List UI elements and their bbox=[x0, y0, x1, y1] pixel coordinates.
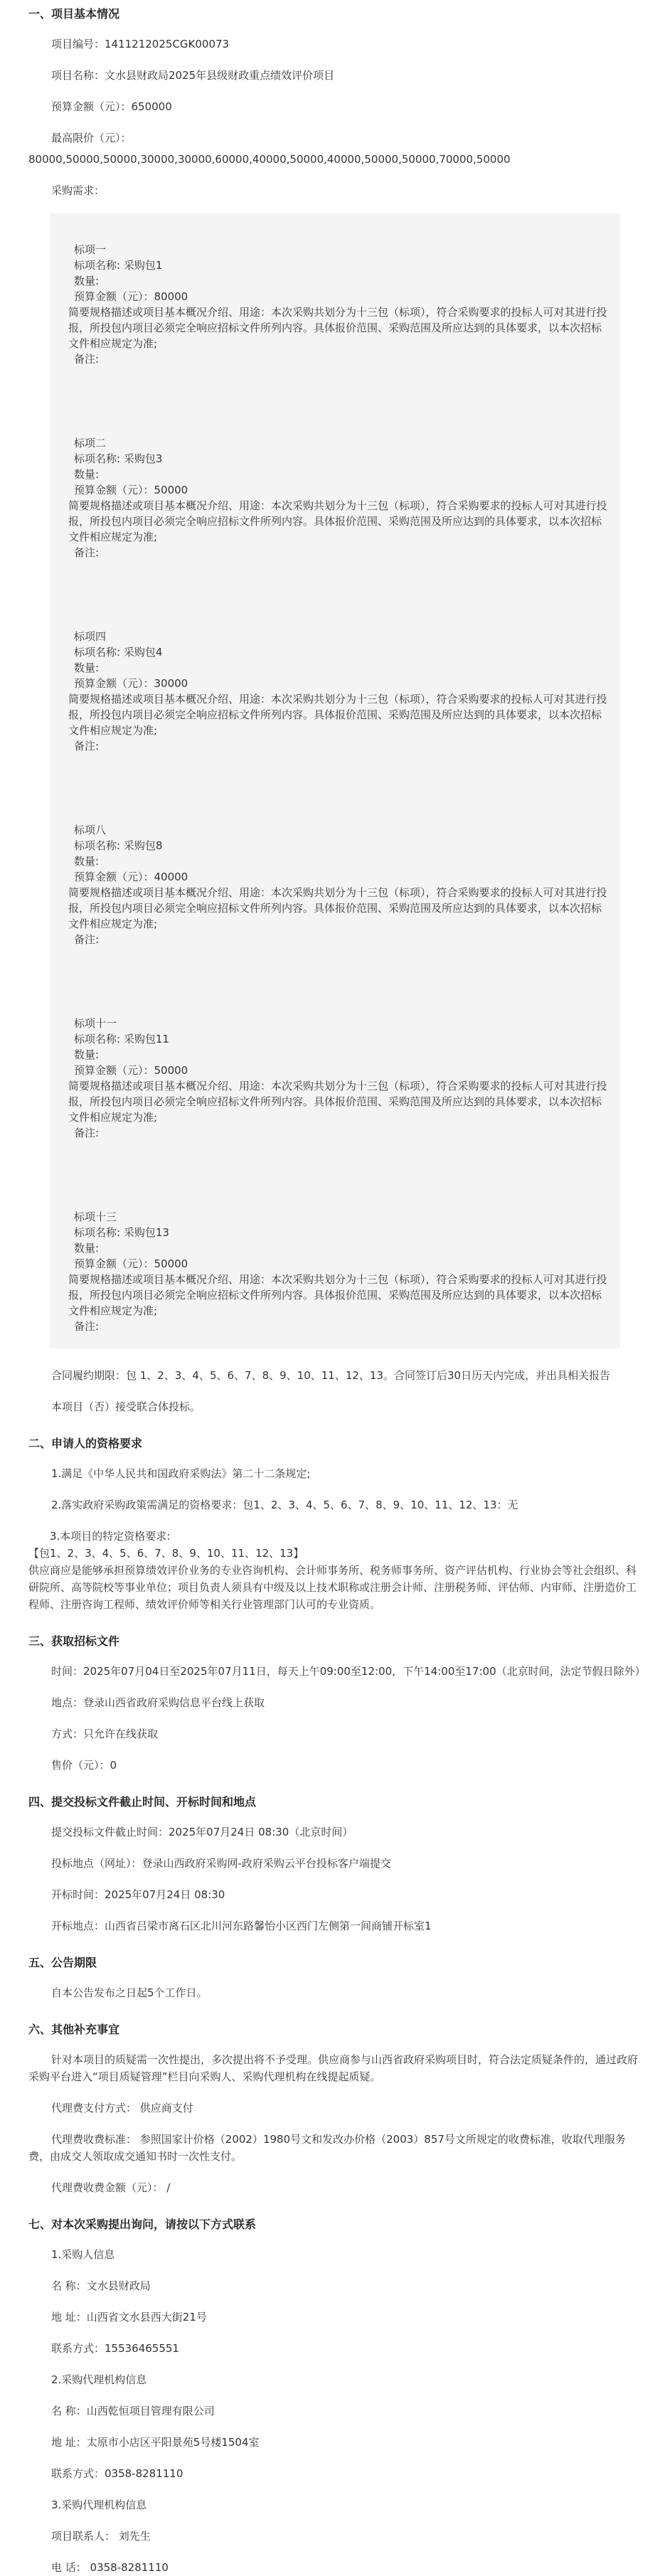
obtain-price: 售价（元）：0 bbox=[51, 1759, 117, 1772]
lot-item bbox=[68, 435, 612, 560]
lot-name: 标项名称: 采购包3 bbox=[74, 452, 163, 465]
agency-name: 名 称：山西乾恒项目管理有限公司 bbox=[51, 2405, 215, 2417]
budget-amount: 预算金额（元）：650000 bbox=[51, 100, 172, 113]
purchaser-phone: 联系方式：15536465551 bbox=[51, 2342, 179, 2355]
lot-note: 备注: bbox=[74, 1320, 100, 1333]
agency-fee-standard: 代理费收费标准： 参照国家计价格（2002）1980号文和发改办价格（2003）857号文所规定的收费标准，收取代理服务费，由成交人领取成交通知书时一次性支付。 bbox=[28, 2133, 626, 2163]
lot-note: 备注: bbox=[74, 933, 100, 946]
contact-info-label: 3.采购代理机构信息 bbox=[51, 2498, 147, 2511]
lot-item bbox=[68, 629, 612, 754]
obtain-method: 方式：只允许在线获取 bbox=[51, 1728, 159, 1740]
purchaser-info-label: 1.采购人信息 bbox=[51, 2248, 115, 2261]
lot-budget: 预算金额（元）：80000 bbox=[74, 290, 188, 303]
lot-number: 标项一 bbox=[74, 243, 107, 256]
lot-name: 标项名称: 采购包4 bbox=[74, 646, 163, 659]
lot-budget: 预算金额（元）：50000 bbox=[74, 1064, 188, 1077]
lot-name: 标项名称: 采购包13 bbox=[74, 1226, 169, 1239]
lot-description: 简要规格描述或项目基本概况介绍、用途：本次采购共划分为十三包（标项），符合采购要求的投标人可对其进行投报，所投包内项目必须完全响应招标文件所列内容。具体报价范围、采购范围及所应达到的具体要求，以本次招标文件相应规定为准; bbox=[68, 1273, 607, 1317]
lot-budget: 预算金额（元）：30000 bbox=[74, 677, 188, 690]
submit-deadline: 提交投标文件截止时间：2025年07月24日 08:30（北京时间） bbox=[51, 1826, 353, 1838]
open-time: 开标时间：2025年07月24日 08:30 bbox=[51, 1888, 225, 1901]
lot-item bbox=[68, 1209, 612, 1334]
qualification-3-text: 供应商应是能够承担预算绩效评价业务的专业咨询机构、会计师事务所、税务师事务所、资产评估机构、行业协会等社会组织、科研院所、高等院校等事业单位；项目负责人须具有中级及以上技术职称或注册会计师、注册税务师、评估师、内审师、注册造价工程师、注册咨询工程师、绩效评价师等相关行业管理部门认可的专业资质。 bbox=[28, 1564, 637, 1611]
qualification-2: 2.落实政府采购政策需满足的资格要求：包1、2、3、4、5、6、7、8、9、10、11、12、13：无 bbox=[51, 1499, 518, 1511]
agency-fee-method: 代理费支付方式： 供应商支付 bbox=[51, 2102, 193, 2114]
lot-description: 简要规格描述或项目基本概况介绍、用途：本次采购共划分为十三包（标项），符合采购要求的投标人可对其进行投报，所投包内项目必须完全响应招标文件所列内容。具体报价范围、采购范围及所应达到的具体要求，以本次招标文件相应规定为准; bbox=[68, 499, 607, 543]
qualification-3-label: 3.本项目的特定资格要求: bbox=[50, 1530, 171, 1543]
agency-phone: 联系方式：0358-8281110 bbox=[51, 2467, 183, 2480]
lot-quantity: 数量: bbox=[74, 661, 100, 674]
lot-quantity: 数量: bbox=[74, 1242, 100, 1255]
lot-number: 标项四 bbox=[74, 630, 107, 643]
lot-number: 标项十三 bbox=[74, 1210, 117, 1223]
contact-phone: 电 话： 0358-8281110 bbox=[51, 2561, 169, 2574]
lot-budget: 预算金额（元）：50000 bbox=[74, 484, 188, 496]
agency-info-label: 2.采购代理机构信息 bbox=[51, 2373, 147, 2386]
contact-person: 项目联系人： 刘先生 bbox=[51, 2530, 151, 2543]
lot-note: 备注: bbox=[74, 353, 100, 366]
section-title-other: 六、其他补充事宜 bbox=[28, 2023, 120, 2036]
consortium-statement: 本项目（否）接受联合体投标。 bbox=[51, 1400, 201, 1413]
lot-item bbox=[68, 242, 612, 367]
objection-text: 针对本项目的质疑需一次性提出，多次提出将不予受理。供应商参与山西省政府采购项目时，符合法定质疑条件的，通过政府采购平台进入“项目质疑管理”栏目向采购人、采购代理机构在线提起质疑。 bbox=[28, 2053, 639, 2083]
qualification-3-lots: 【包1、2、3、4、5、6、7、8、9、10、11、12、13】 bbox=[28, 1547, 304, 1560]
section-title-notice-period: 五、公告期限 bbox=[28, 1956, 97, 1969]
lot-quantity: 数量: bbox=[74, 468, 100, 481]
lot-description: 简要规格描述或项目基本概况介绍、用途：本次采购共划分为十三包（标项），符合采购要求的投标人可对其进行投报，所投包内项目必须完全响应招标文件所列内容。具体报价范围、采购范围及所应达到的具体要求，以本次招标文件相应规定为准; bbox=[68, 886, 607, 930]
purchaser-name: 名 称：文水县财政局 bbox=[51, 2279, 151, 2292]
agency-address: 地 址：太原市小店区平阳景苑5号楼1504室 bbox=[51, 2436, 260, 2449]
lot-description: 简要规格描述或项目基本概况介绍、用途：本次采购共划分为十三包（标项），符合采购要求的投标人可对其进行投报，所投包内项目必须完全响应招标文件所列内容。具体报价范围、采购范围及所应达到的具体要求，以本次招标文件相应规定为准; bbox=[68, 1080, 607, 1124]
agency-fee-amount: 代理费收费金额（元）： / bbox=[51, 2181, 171, 2194]
lot-quantity: 数量: bbox=[74, 855, 100, 868]
lot-number: 标项二 bbox=[74, 437, 107, 449]
lot-description: 简要规格描述或项目基本概况介绍、用途：本次采购共划分为十三包（标项），符合采购要求的投标人可对其进行投报，所投包内项目必须完全响应招标文件所列内容。具体报价范围、采购范围及所应达到的具体要求，以本次招标文件相应规定为准; bbox=[68, 693, 607, 737]
section-title-contacts: 七、对本次采购提出询问，请按以下方式联系 bbox=[28, 2218, 257, 2231]
lot-budget: 预算金额（元）：40000 bbox=[74, 871, 188, 883]
lot-number: 标项十一 bbox=[74, 1017, 117, 1030]
max-price-label: 最高限价（元）： bbox=[51, 132, 132, 144]
lot-name: 标项名称: 采购包1 bbox=[74, 259, 163, 272]
open-place: 开标地点：山西省吕梁市离石区北川河东路馨怡小区西门左侧第一间商铺开标室1 bbox=[51, 1920, 432, 1932]
qualification-3 bbox=[28, 1528, 645, 1613]
obtain-time: 时间：2025年07月04日至2025年07月11日，每天上午09:00至12:00，下午14:00至17:00（北京时间，法定节假日除外） bbox=[51, 1665, 646, 1678]
submit-location: 投标地点（网址）：登录山西政府采购网-政府采购云平台投标客户端提交 bbox=[51, 1857, 391, 1870]
project-number: 项目编号：1411212025CGK00073 bbox=[51, 38, 230, 50]
lot-note: 备注: bbox=[74, 546, 100, 559]
section-title-submit: 四、提交投标文件截止时间、开标时间和地点 bbox=[28, 1795, 257, 1809]
max-price-values: 80000,50000,50000,30000,30000,60000,40000,50000,40000,50000,50000,70000,50000 bbox=[28, 153, 511, 166]
lot-item bbox=[68, 822, 612, 947]
section-title-qualification: 二、申请人的资格要求 bbox=[28, 1437, 143, 1450]
lot-quantity: 数量: bbox=[74, 275, 100, 287]
lot-description: 简要规格描述或项目基本概况介绍、用途：本次采购共划分为十三包（标项），符合采购要求的投标人可对其进行投报，所投包内项目必须完全响应招标文件所列内容。具体报价范围、采购范围及所应达到的具体要求，以本次招标文件相应规定为准; bbox=[68, 306, 607, 350]
qualification-1: 1.满足《中华人民共和国政府采购法》第二十二条规定; bbox=[51, 1467, 311, 1480]
project-name: 项目名称：文水县财政局2025年县级财政重点绩效评价项目 bbox=[51, 69, 335, 82]
lot-name: 标项名称: 采购包8 bbox=[74, 839, 163, 852]
section-title-obtain: 三、获取招标文件 bbox=[28, 1634, 120, 1648]
obtain-place: 地点：登录山西省政府采购信息平台线上获取 bbox=[51, 1696, 265, 1709]
purchaser-address: 地 址：山西省文水县西大街21号 bbox=[51, 2311, 207, 2324]
lot-number: 标项八 bbox=[74, 824, 107, 836]
lot-quantity: 数量: bbox=[74, 1048, 100, 1061]
section-title-basic: 一、项目基本情况 bbox=[28, 7, 120, 21]
lot-name: 标项名称: 采购包11 bbox=[74, 1033, 169, 1045]
lot-note: 备注: bbox=[74, 1127, 100, 1139]
notice-period: 自本公告发布之日起5个工作日。 bbox=[51, 1986, 208, 1999]
lot-item bbox=[68, 1016, 612, 1141]
lots-panel bbox=[50, 213, 620, 1348]
contract-period: 合同履约期限：包 1、2、3、4、5、6、7、8、9、10、11、12、13。合同签订后30日历天内完成，并出具相关报告 bbox=[51, 1369, 611, 1382]
procurement-demand-label: 采购需求： bbox=[51, 184, 105, 197]
lot-budget: 预算金额（元）：50000 bbox=[74, 1257, 188, 1270]
lot-note: 备注: bbox=[74, 740, 100, 752]
